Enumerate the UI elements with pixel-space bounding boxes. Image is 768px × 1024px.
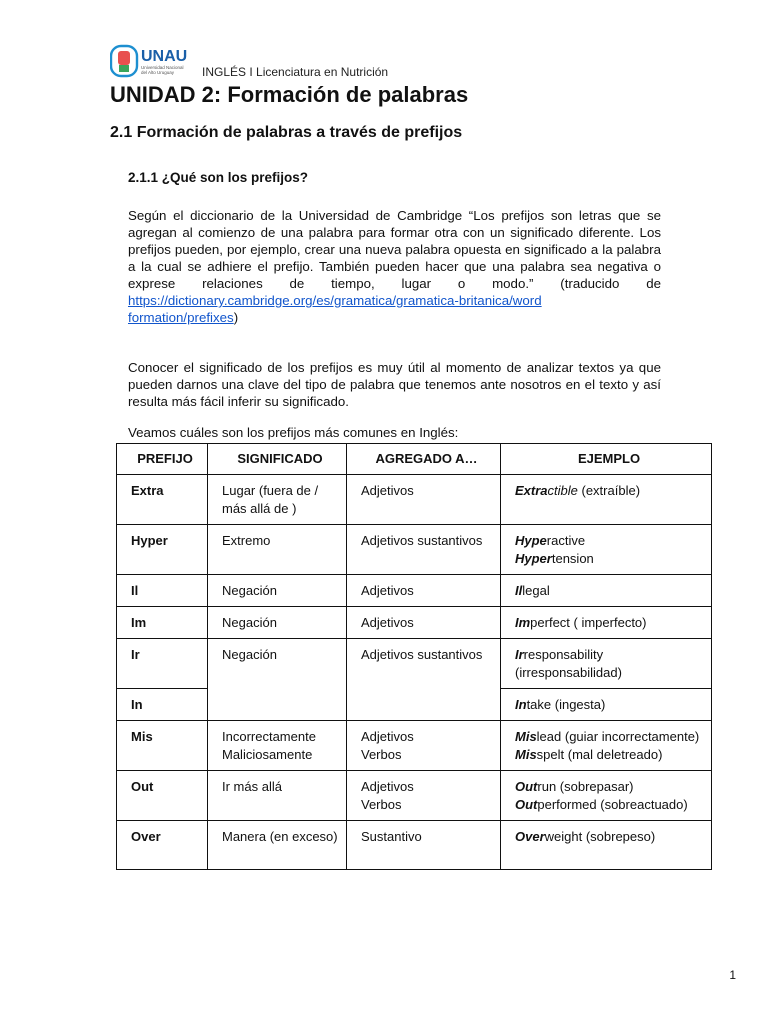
prefix-cell: In — [117, 689, 208, 721]
added-cell: Sustantivo — [347, 821, 501, 870]
prefix-cell: Out — [117, 771, 208, 821]
example-cell: Hyperactive Hypertension — [501, 525, 712, 575]
section-heading: 2.1 Formación de palabras a través de prefijos — [110, 124, 463, 141]
page-number: 1 — [729, 968, 736, 982]
meaning-cell: Negación — [208, 575, 347, 607]
example-cell: Illegal — [501, 575, 712, 607]
added-cell: Adjetivos Verbos — [347, 771, 501, 821]
added-cell: Adjetivos Verbos — [347, 721, 501, 771]
example-cell: Outrun (sobrepasar) Outperformed (sobreactuado) — [501, 771, 712, 821]
meaning-cell: Incorrectamente Maliciosamente — [208, 721, 347, 771]
meaning-cell: Manera (en exceso) — [208, 821, 347, 870]
cambridge-link[interactable]: https://dictionary.cambridge.org/es/gramatica/gramatica-britanica/word formation/prefixes — [128, 293, 542, 325]
example-cell: Extractible (extraíble) — [501, 475, 712, 525]
svg-text:Universidad Nacional: Universidad Nacional — [141, 65, 184, 70]
example-cell: Intake (ingesta) — [501, 689, 712, 721]
prefix-cell: Il — [117, 575, 208, 607]
svg-text:del Alto Uruguay: del Alto Uruguay — [141, 70, 175, 75]
header-prefijo: PREFIJO — [117, 444, 208, 475]
course-header: INGLÉS I Licenciatura en Nutrición — [202, 65, 389, 79]
added-cell: Adjetivos sustantivos — [347, 639, 501, 721]
header-agregado: AGREGADO A… — [347, 444, 501, 475]
header-significado: SIGNIFICADO — [208, 444, 347, 475]
table-row — [117, 721, 712, 771]
table-row — [117, 575, 712, 607]
added-cell: Adjetivos sustantivos — [347, 525, 501, 575]
prefix-cell: Ir — [117, 639, 208, 689]
prefix-cell: Hyper — [117, 525, 208, 575]
page-title: UNIDAD 2: Formación de palabras — [110, 82, 469, 107]
table-intro: Veamos cuáles son los prefijos más comunes en Inglés: — [128, 425, 459, 440]
header-ejemplo: EJEMPLO — [501, 444, 712, 475]
definition-paragraph: Según el diccionario de la Universidad de Cambridge “Los prefijos son letras que se agregan al comienzo de una palabra para formar otra con un significado diferente. Los prefijos pueden, por ejemplo, crear una nueva palabra opuesta en significado a la palabra a la cual se adhiere el prefijo. También pueden hacer que una palabra sea negativa o exprese relaciones de tiempo, lugar o modo.” (traducido de https://dictionary.cambridge.org/es/gramatica/gramatica-britanica/word formation/prefixes) — [128, 208, 661, 325]
definition-text: Según el diccionario de la Universidad de Cambridge “Los prefijos son letras que se agregan al comienzo de una palabra para formar otra con un significado diferente. Los prefijos pueden, por ejemplo, crear una nueva palabra opuesta en significado a la palabra a la cual se adhiere el prefijo. También pueden hacer que una palabra sea negativa o exprese relaciones de tiempo, lugar o modo.” (traducido de — [128, 208, 661, 291]
prefix-cell: Extra — [117, 475, 208, 525]
prefix-table — [116, 443, 712, 870]
subsection-heading: 2.1.1 ¿Qué son los prefijos? — [128, 170, 309, 185]
table-row — [117, 821, 712, 870]
example-cell: Mislead (guiar incorrectamente) Misspelt (mal deletreado) — [501, 721, 712, 771]
table-row — [117, 639, 712, 689]
added-cell: Adjetivos — [347, 607, 501, 639]
table-row — [117, 607, 712, 639]
example-cell: Irresponsability (irresponsabilidad) — [501, 639, 712, 689]
unau-logo — [110, 44, 205, 78]
meaning-cell: Negación — [208, 607, 347, 639]
svg-text:UNAU: UNAU — [141, 48, 188, 65]
added-cell: Adjetivos — [347, 575, 501, 607]
table-row — [117, 771, 712, 821]
meaning-cell: Extremo — [208, 525, 347, 575]
meaning-cell: Negación — [208, 639, 347, 721]
example-cell: Imperfect ( imperfecto) — [501, 607, 712, 639]
meaning-cell: Lugar (fuera de / más allá de ) — [208, 475, 347, 525]
table-row — [117, 525, 712, 575]
prefix-cell: Over — [117, 821, 208, 870]
added-cell: Adjetivos — [347, 475, 501, 525]
example-cell: Overweight (sobrepeso) — [501, 821, 712, 870]
prefix-cell: Im — [117, 607, 208, 639]
table-header-row — [117, 444, 712, 475]
meaning-cell: Ir más allá — [208, 771, 347, 821]
table-row — [117, 475, 712, 525]
prefix-cell: Mis — [117, 721, 208, 771]
usefulness-paragraph: Conocer el significado de los prefijos es muy útil al momento de analizar textos ya que pueden darnos una clave del tipo de palabra que tenemos ante nosotros en el texto y así resulta más fácil inferir su significado. — [128, 360, 661, 409]
